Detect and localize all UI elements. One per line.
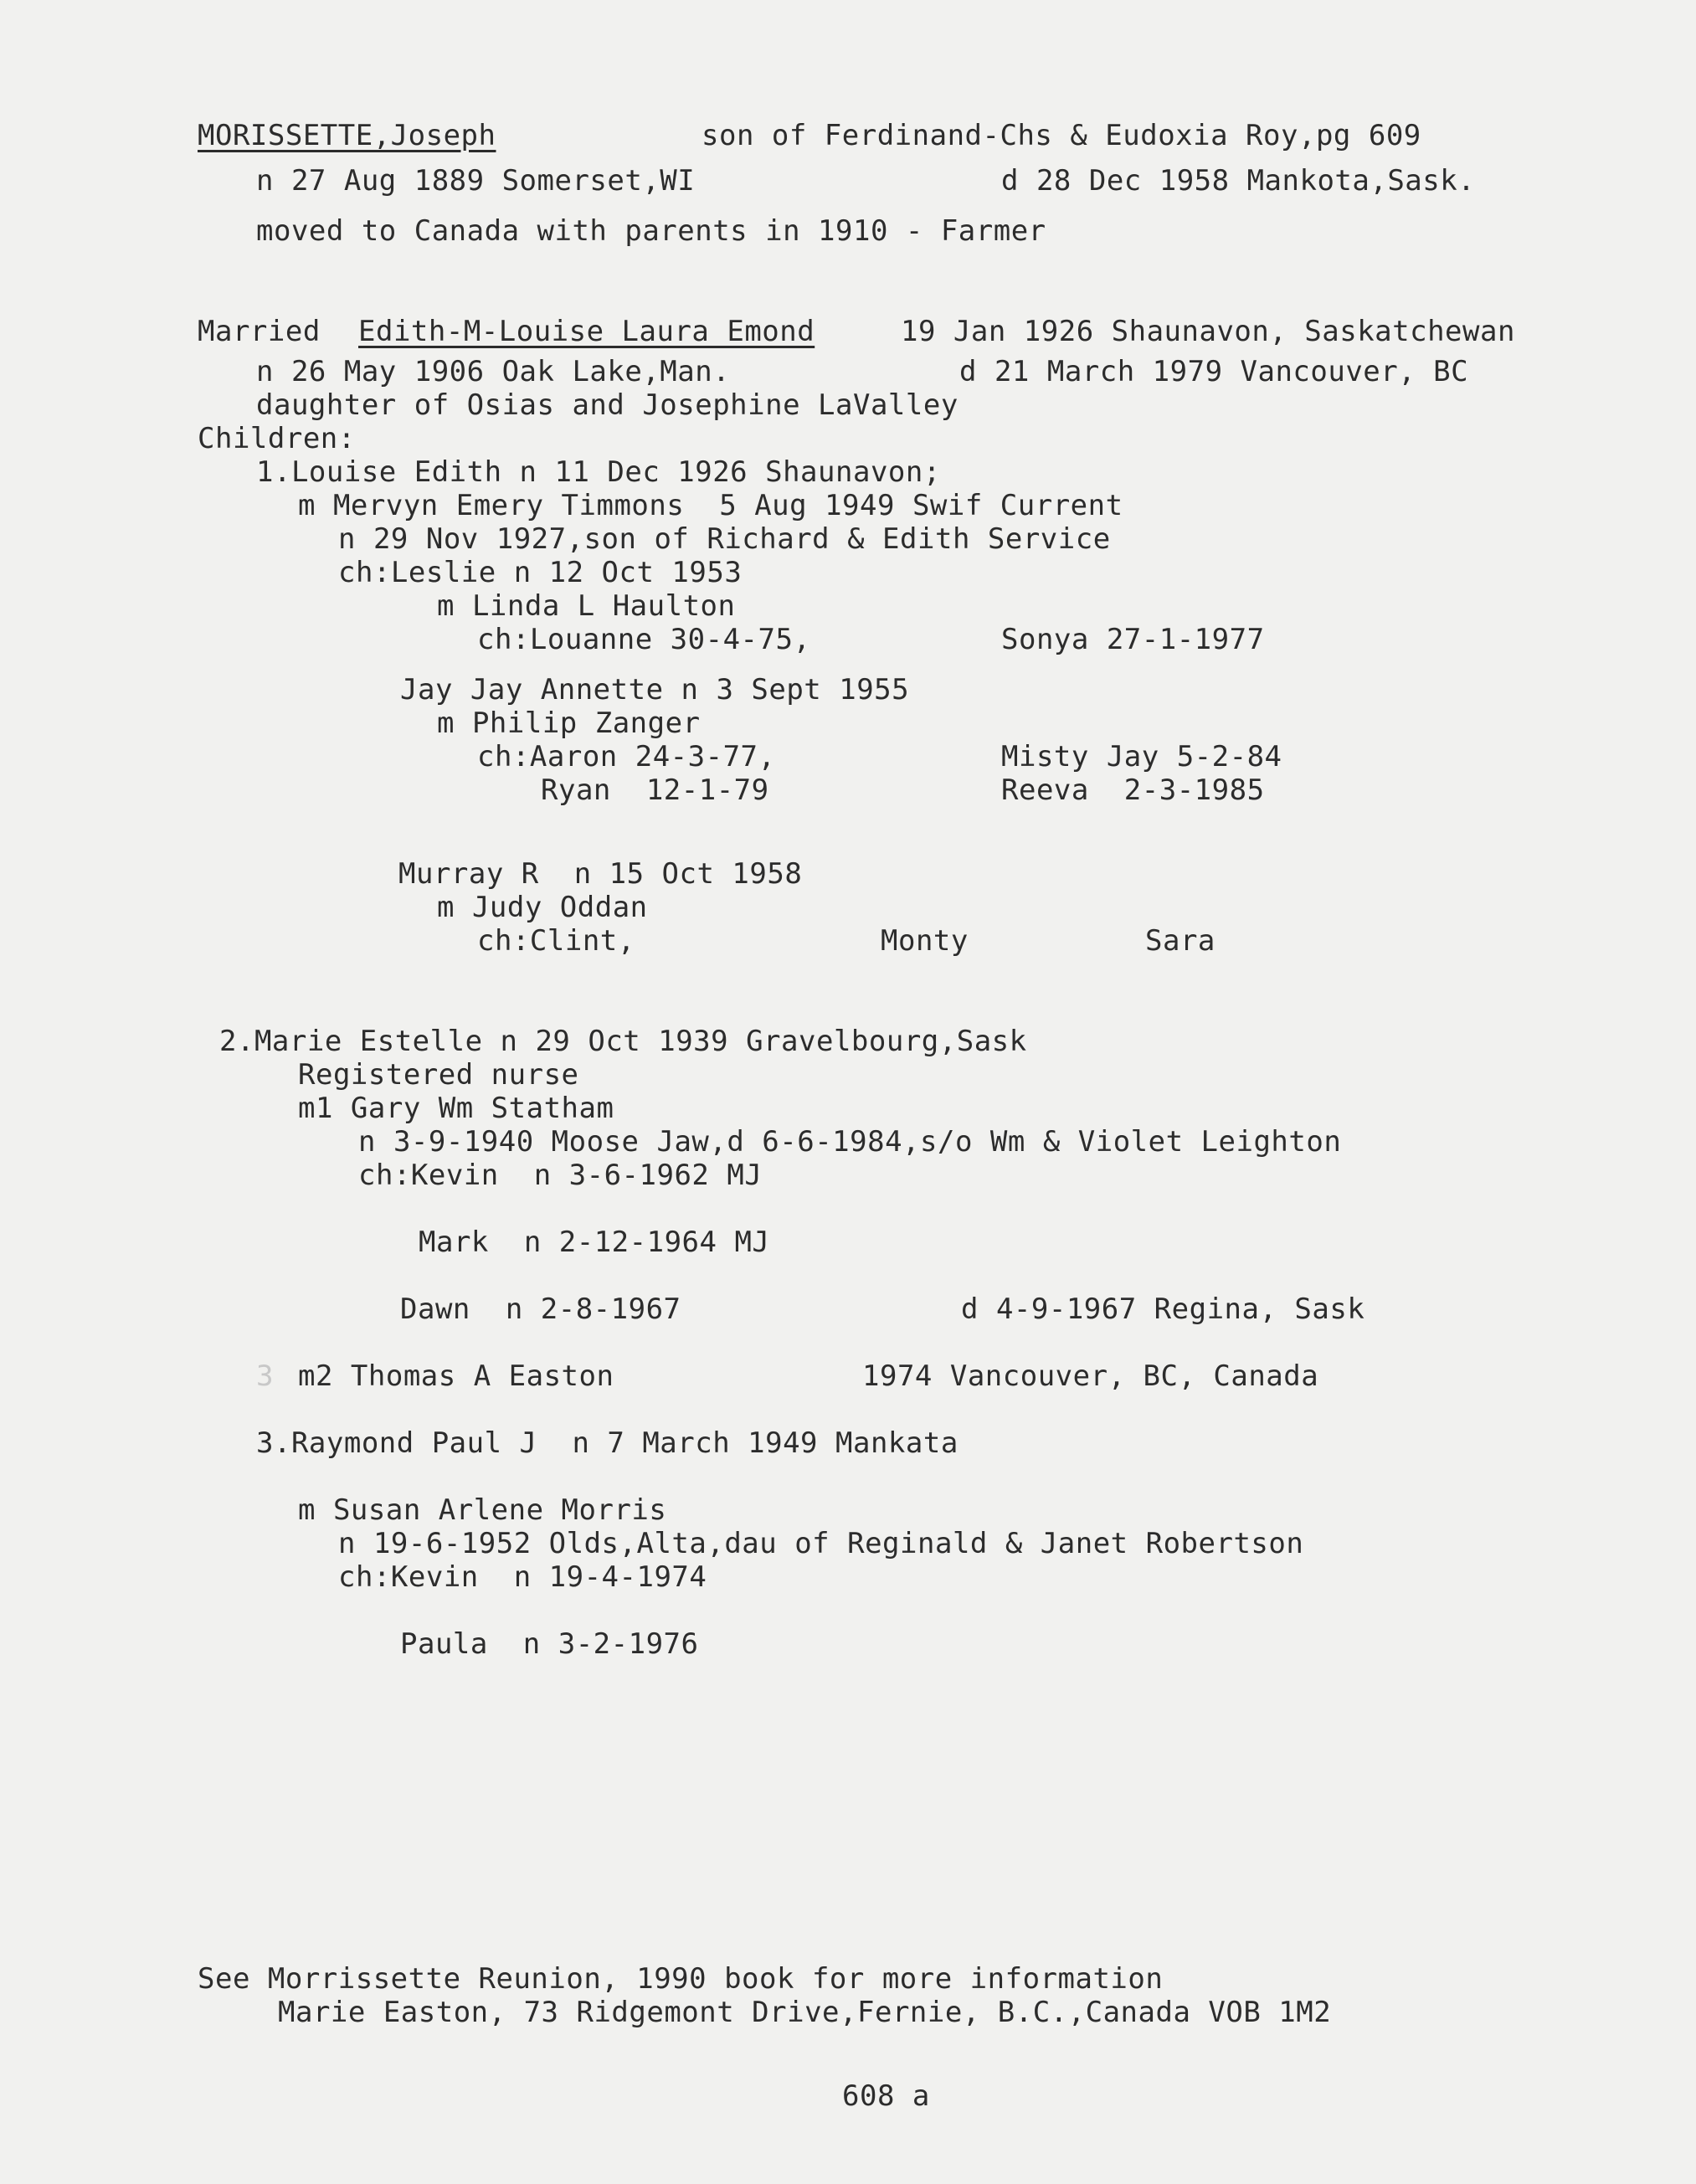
child-2-line-1: 2.Marie Estelle n 29 Oct 1939 Gravelbourg,Sask xyxy=(219,1025,1027,1058)
child-1-line-1: 1.Louise Edith n 11 Dec 1926 Shaunavon; xyxy=(256,455,941,489)
person-parents: son of Ferdinand-Chs & Eudoxia Roy,pg 609 xyxy=(702,119,1421,152)
child-1-line-6a: ch:Louanne 30-4-75, xyxy=(477,623,811,656)
person-birth: n 27 Aug 1889 Somerset,WI xyxy=(256,164,696,198)
child-2-line-3: m1 Gary Wm Statham xyxy=(298,1092,614,1125)
child-1-line-12: m Judy Oddan xyxy=(437,891,648,924)
footer-reference: See Morrissette Reunion, 1990 book for more information xyxy=(198,1962,1164,1996)
person-death: d 28 Dec 1958 Mankota,Sask. xyxy=(1001,164,1476,198)
child-1-line-3: n 29 Nov 1927,son of Richard & Edith Service xyxy=(338,522,1111,556)
footer-address: Marie Easton, 73 Ridgemont Drive,Fernie, B.C.,Canada VOB 1M2 xyxy=(278,1996,1332,2029)
child-1-line-13a: ch:Clint, xyxy=(477,924,635,958)
child-1-line-8: m Philip Zanger xyxy=(437,707,701,740)
child-1-line-2: m Mervyn Emery Timmons 5 Aug 1949 Swif Current xyxy=(298,489,1123,522)
child-3-line-2: m Susan Arlene Morris xyxy=(298,1493,667,1527)
child-2-line-7b: d 4-9-1967 Regina, Sask xyxy=(961,1292,1365,1326)
child-2-line-8a: m2 Thomas A Easton xyxy=(298,1359,614,1393)
child-2-line-6: Mark n 2-12-1964 MJ xyxy=(419,1226,770,1259)
spouse-death: d 21 March 1979 Vancouver, BC xyxy=(959,355,1469,388)
child-3-line-3: n 19-6-1952 Olds,Alta,dau of Reginald & Janet Robertson xyxy=(338,1527,1304,1560)
child-2-line-8b: 1974 Vancouver, BC, Canada xyxy=(862,1359,1319,1393)
child-1-line-9b: Misty Jay 5-2-84 xyxy=(1001,740,1282,773)
child-1-line-10a: Ryan 12-1-79 xyxy=(541,773,769,807)
child-2-line-4: n 3-9-1940 Moose Jaw,d 6-6-1984,s/o Wm & Violet Leighton xyxy=(358,1125,1342,1159)
child-1-line-9a: ch:Aaron 24-3-77, xyxy=(477,740,776,773)
marriage-spouse: Edith-M-Louise Laura Emond xyxy=(358,315,815,348)
spouse-birth: n 26 May 1906 Oak Lake,Man. xyxy=(256,355,731,388)
child-1-line-13b: Monty xyxy=(881,924,969,958)
children-heading: Children: xyxy=(198,422,356,455)
child-1-line-13c: Sara xyxy=(1145,924,1215,958)
child-1-line-10b: Reeva 2-3-1985 xyxy=(1001,773,1265,807)
page-number: 608 a xyxy=(842,2079,930,2113)
child-1-line-7: Jay Jay Annette n 3 Sept 1955 xyxy=(400,673,910,707)
child-1-line-4: ch:Leslie n 12 Oct 1953 xyxy=(338,556,743,589)
person-note: moved to Canada with parents in 1910 - Farmer xyxy=(256,214,1046,248)
child-2-line-5: ch:Kevin n 3-6-1962 MJ xyxy=(358,1159,763,1192)
child-1-line-5: m Linda L Haulton xyxy=(437,589,736,623)
spouse-parents: daughter of Osias and Josephine LaValley xyxy=(256,388,958,422)
marriage-prefix: Married xyxy=(198,315,321,348)
child-3-line-1: 3.Raymond Paul J n 7 March 1949 Mankata xyxy=(256,1426,958,1460)
person-name: MORISSETTE,Joseph xyxy=(198,119,496,152)
child-3-line-4: ch:Kevin n 19-4-1974 xyxy=(338,1560,707,1594)
child-3-line-5: Paula n 3-2-1976 xyxy=(400,1627,699,1661)
marriage-details: 19 Jan 1926 Shaunavon, Saskatchewan xyxy=(901,315,1515,348)
faint-mark: 3 xyxy=(256,1359,274,1393)
child-2-line-2: Registered nurse xyxy=(298,1058,579,1092)
child-2-line-7a: Dawn n 2-8-1967 xyxy=(400,1292,681,1326)
child-1-line-11: Murray R n 15 Oct 1958 xyxy=(398,857,803,891)
child-1-line-6b: Sonya 27-1-1977 xyxy=(1001,623,1265,656)
